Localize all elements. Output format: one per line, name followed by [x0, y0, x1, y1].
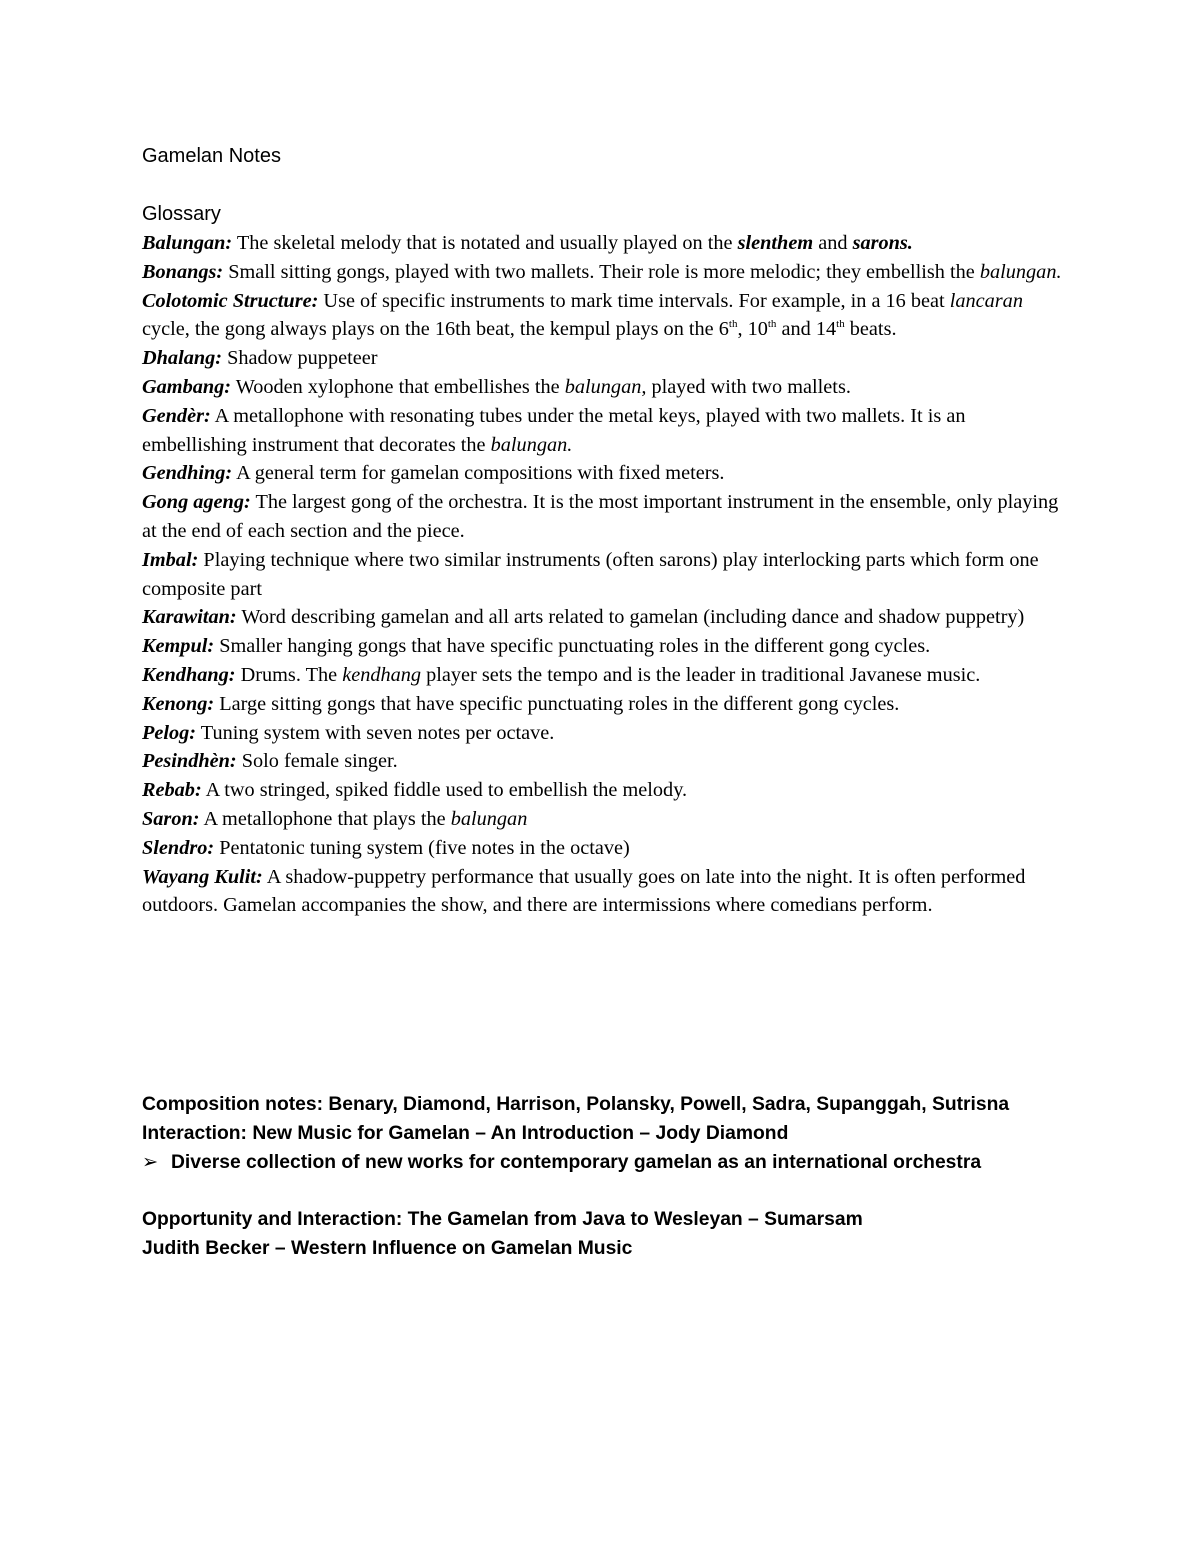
glossary-emphasis: lancaran	[949, 289, 1023, 312]
glossary-term: Colotomic Structure:	[142, 289, 319, 312]
composition-notes-section	[142, 1091, 1142, 1264]
glossary-entry-pesindhen	[142, 747, 1072, 776]
glossary-term: Rebab:	[142, 779, 202, 802]
glossary-definition: A two stringed, spiked fiddle used to embellish the melody.	[201, 779, 688, 802]
glossary-entry-saron	[142, 805, 1072, 834]
glossary-entry-gendhing	[142, 459, 1072, 488]
glossary-term: Bonangs:	[142, 260, 224, 283]
glossary-definition: Word describing gamelan and all arts related to gamelan (including dance and shadow puppetry)	[236, 606, 1025, 629]
ordinal-suffix: th	[728, 318, 738, 331]
becker-reference-line: Judith Becker – Western Influence on Gamelan Music	[142, 1237, 633, 1259]
document-title: Gamelan Notes	[142, 145, 281, 167]
glossary-definition: Use of specific instruments to mark time intervals. For example, in a 16 beat	[318, 289, 950, 312]
spacer	[142, 1177, 1142, 1206]
glossary-definition: Wooden xylophone that embellishes the	[231, 375, 565, 398]
glossary-entry-kendhang	[142, 661, 1072, 690]
glossary-definition: Shadow puppeteer	[222, 347, 378, 370]
glossary-entry-bonangs	[142, 258, 1072, 287]
glossary-list	[142, 229, 1072, 920]
glossary-definition: Large sitting gongs that have specific punctuating roles in the different gong cycles.	[214, 692, 900, 715]
glossary-definition: Small sitting gongs, played with two mallets. Their role is more melodic; they embellish the	[223, 260, 980, 283]
glossary-emphasis: sarons.	[852, 232, 913, 254]
glossary-entry-karawitan	[142, 603, 1072, 632]
glossary-term: Pesindhèn:	[142, 750, 237, 773]
arrow-bullet-icon: ➢	[142, 1151, 159, 1173]
glossary-definition: A metallophone that plays the	[199, 807, 451, 830]
glossary-term: Slendro:	[142, 836, 215, 859]
glossary-entry-kenong	[142, 690, 1072, 719]
glossary-definition: Smaller hanging gongs that have specific punctuating roles in the different gong cycles.	[214, 635, 931, 658]
glossary-entry-wayang-kulit	[142, 863, 1072, 921]
glossary-entry-dhalang	[142, 344, 1072, 373]
glossary-definition: beats.	[844, 318, 897, 341]
glossary-definition: Solo female singer.	[236, 750, 398, 773]
glossary-definition: The skeletal melody that is notated and usually played on the	[232, 232, 738, 254]
glossary-heading: Glossary	[142, 203, 221, 225]
glossary-definition: Playing technique where two similar instruments (often sarons) play interlocking parts which form one composite part	[142, 548, 1039, 600]
bullet-item	[142, 1149, 1142, 1178]
glossary-entry-slendro	[142, 834, 1072, 863]
glossary-term: Balungan:	[142, 232, 233, 254]
glossary-definition: and	[813, 232, 853, 254]
composition-notes-line: Composition notes: Benary, Diamond, Harrison, Polansky, Powell, Sadra, Supanggah, Sutrisna	[142, 1094, 1010, 1115]
glossary-term: Karawitan:	[142, 606, 237, 629]
glossary-entry-imbal	[142, 546, 1072, 604]
glossary-definition: player sets the tempo and is the leader in traditional Javanese music.	[421, 663, 981, 686]
glossary-entry-gong-ageng	[142, 488, 1072, 546]
glossary-definition: played with two mallets.	[646, 375, 851, 398]
glossary-entry-gambang	[142, 373, 1072, 402]
glossary-definition: Pentatonic tuning system (five notes in the octave)	[214, 836, 630, 859]
glossary-term: Kendhang:	[142, 663, 236, 686]
glossary-emphasis: kendhang	[342, 663, 422, 686]
glossary-term: Kempul:	[142, 635, 215, 658]
glossary-entry-kempul	[142, 632, 1072, 661]
glossary-entry-rebab	[142, 776, 1072, 805]
glossary-entry-colotomic-structure	[142, 287, 1072, 345]
glossary-definition: and 14	[776, 318, 837, 341]
glossary-emphasis: balungan	[450, 807, 528, 830]
glossary-definition: Drums. The	[235, 663, 343, 686]
glossary-definition: A metallophone with resonating tubes under the metal keys, played with two mallets. It is an embellishing instrument that decorates the	[142, 404, 966, 456]
glossary-term: Gendhing:	[142, 462, 233, 485]
glossary-emphasis: balungan,	[564, 375, 647, 398]
ordinal-suffix: th	[767, 318, 777, 331]
glossary-term: Kenong:	[142, 692, 215, 715]
glossary-definition: , 10	[737, 318, 768, 341]
glossary-emphasis: balungan.	[979, 260, 1062, 283]
glossary-emphasis: slenthem	[737, 232, 814, 254]
glossary-entry-gender	[142, 402, 1072, 460]
glossary-term: Dhalang:	[142, 347, 223, 370]
glossary-emphasis: balungan.	[490, 433, 573, 456]
glossary-term: Saron:	[142, 807, 200, 830]
glossary-definition: A general term for gamelan compositions with fixed meters.	[232, 462, 725, 485]
glossary-definition: cycle, the gong always plays on the 16th beat, the kempul plays on the 6	[142, 318, 729, 341]
glossary-term: Gendèr:	[142, 404, 211, 427]
glossary-term: Gong ageng:	[142, 491, 251, 514]
glossary-term: Wayang Kulit:	[142, 865, 263, 888]
glossary-term: Pelog:	[142, 721, 197, 744]
glossary-definition: A shadow-puppetry performance that usually goes on late into the night. It is often performed outdoors. Gamelan accompanies the show, and there are intermissions where comedians perform.	[142, 865, 1026, 917]
glossary-definition: Tuning system with seven notes per octave.	[196, 721, 555, 744]
glossary-entry-balungan	[142, 229, 1072, 258]
interaction-reference-line: Interaction: New Music for Gamelan – An Introduction – Jody Diamond	[142, 1122, 789, 1144]
glossary-entry-pelog	[142, 719, 1072, 748]
glossary-term: Gambang:	[142, 375, 232, 398]
bullet-text: Diverse collection of new works for contemporary gamelan as an international orchestra	[171, 1151, 982, 1173]
glossary-term: Imbal:	[142, 548, 199, 571]
opportunity-reference-line: Opportunity and Interaction: The Gamelan from Java to Wesleyan – Sumarsam	[142, 1209, 863, 1231]
glossary-definition: The largest gong of the orchestra. It is the most important instrument in the ensemble, only playing at the end of each section and the piece.	[142, 491, 1059, 542]
ordinal-suffix: th	[836, 318, 845, 331]
